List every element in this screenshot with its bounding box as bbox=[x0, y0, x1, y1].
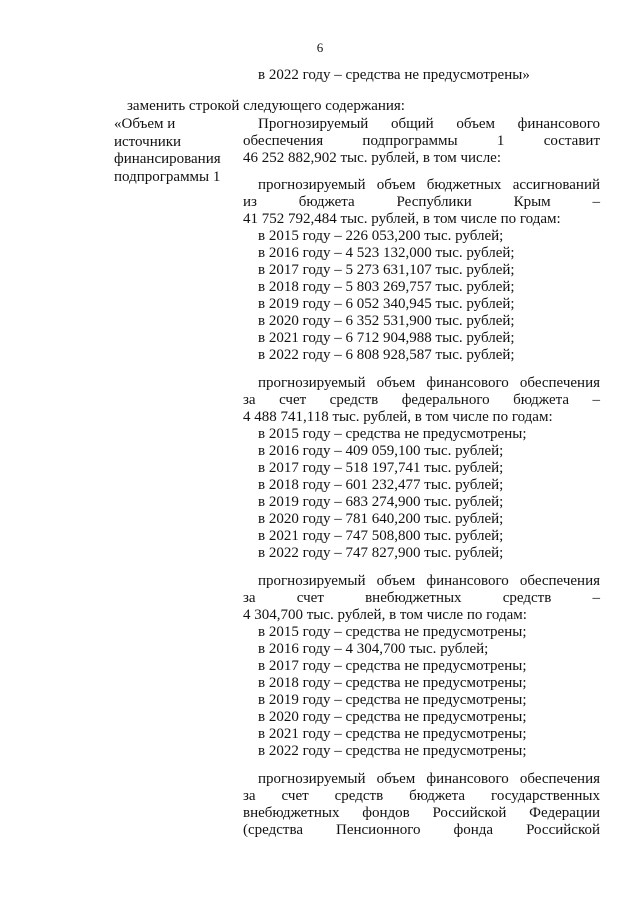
budget-rk-year-2015: в 2015 году – 226 053,200 тыс. рублей; bbox=[258, 228, 504, 244]
budget-rk-year-2020: в 2020 году – 6 352 531,900 тыс. рублей; bbox=[258, 313, 515, 329]
budget-rk-line-1: прогнозируемый объем бюджетных ассигнований bbox=[258, 177, 600, 193]
federal-year-2019: в 2019 году – 683 274,900 тыс. рублей; bbox=[258, 494, 504, 510]
page-number: 6 bbox=[316, 40, 324, 55]
intro-line-2: обеспечения подпрограммы 1 составит bbox=[243, 133, 600, 149]
federal-year-2020: в 2020 году – 781 640,200 тыс. рублей; bbox=[258, 511, 504, 527]
federal-year-2017: в 2017 году – 518 197,741 тыс. рублей; bbox=[258, 460, 504, 476]
federal-line-3: 4 488 741,118 тыс. рублей, в том числе по годам: bbox=[243, 409, 553, 425]
budget-rk-year-2022: в 2022 году – 6 808 928,587 тыс. рублей; bbox=[258, 347, 515, 363]
federal-line-1: прогнозируемый объем финансового обеспечения bbox=[258, 375, 600, 391]
previous-text-line: в 2022 году – средства не предусмотрены» bbox=[258, 67, 530, 83]
extrabudget-line-1: прогнозируемый объем финансового обеспечения bbox=[258, 573, 600, 589]
state-funds-line-4: (средства Пенсионного фонда Российской bbox=[243, 822, 600, 838]
row-label-line: подпрограммы 1 bbox=[114, 168, 221, 185]
extrabudget-year-2017: в 2017 году – средства не предусмотрены; bbox=[258, 658, 527, 674]
row-label-line: источники bbox=[114, 133, 182, 150]
budget-rk-line-2: из бюджета Республики Крым – bbox=[243, 194, 600, 210]
row-label bbox=[114, 116, 234, 186]
extrabudget-line-3: 4 304,700 тыс. рублей, в том числе по годам: bbox=[243, 607, 527, 623]
intro-line-1: Прогнозируемый общий объем финансового bbox=[258, 116, 600, 132]
budget-rk-year-2016: в 2016 году – 4 523 132,000 тыс. рублей; bbox=[258, 245, 515, 261]
intro-line-3: 46 252 882,902 тыс. рублей, в том числе: bbox=[243, 150, 502, 166]
federal-year-2021: в 2021 году – 747 508,800 тыс. рублей; bbox=[258, 528, 504, 544]
federal-year-2015: в 2015 году – средства не предусмотрены; bbox=[258, 426, 527, 442]
extrabudget-year-2022: в 2022 году – средства не предусмотрены; bbox=[258, 743, 527, 759]
extrabudget-year-2018: в 2018 году – средства не предусмотрены; bbox=[258, 675, 527, 691]
row-label-line: «Объем и bbox=[114, 116, 176, 132]
extrabudget-year-2015: в 2015 году – средства не предусмотрены; bbox=[258, 624, 527, 640]
federal-line-2: за счет средств федерального бюджета – bbox=[243, 392, 600, 408]
budget-rk-year-2018: в 2018 году – 5 803 269,757 тыс. рублей; bbox=[258, 279, 515, 295]
extrabudget-year-2016: в 2016 году – 4 304,700 тыс. рублей; bbox=[258, 641, 489, 657]
federal-year-2016: в 2016 году – 409 059,100 тыс. рублей; bbox=[258, 443, 504, 459]
budget-rk-year-2019: в 2019 году – 6 052 340,945 тыс. рублей; bbox=[258, 296, 515, 312]
state-funds-line-3: внебюджетных фондов Российской Федерации bbox=[243, 805, 600, 821]
state-funds-line-1: прогнозируемый объем финансового обеспечения bbox=[258, 771, 600, 787]
federal-year-2018: в 2018 году – 601 232,477 тыс. рублей; bbox=[258, 477, 504, 493]
budget-rk-year-2021: в 2021 году – 6 712 904,988 тыс. рублей; bbox=[258, 330, 515, 346]
federal-year-2022: в 2022 году – 747 827,900 тыс. рублей; bbox=[258, 545, 504, 561]
extrabudget-year-2020: в 2020 году – средства не предусмотрены; bbox=[258, 709, 527, 725]
extrabudget-year-2021: в 2021 году – средства не предусмотрены; bbox=[258, 726, 527, 742]
extrabudget-line-2: за счет внебюджетных средств – bbox=[243, 590, 600, 606]
budget-rk-year-2017: в 2017 году – 5 273 631,107 тыс. рублей; bbox=[258, 262, 515, 278]
replace-instruction: заменить строкой следующего содержания: bbox=[127, 98, 405, 114]
budget-rk-line-3: 41 752 792,484 тыс. рублей, в том числе по годам: bbox=[243, 211, 561, 227]
extrabudget-year-2019: в 2019 году – средства не предусмотрены; bbox=[258, 692, 527, 708]
state-funds-line-2: за счет средств бюджета государственных bbox=[243, 788, 600, 804]
row-label-line: финансирования bbox=[114, 151, 221, 167]
